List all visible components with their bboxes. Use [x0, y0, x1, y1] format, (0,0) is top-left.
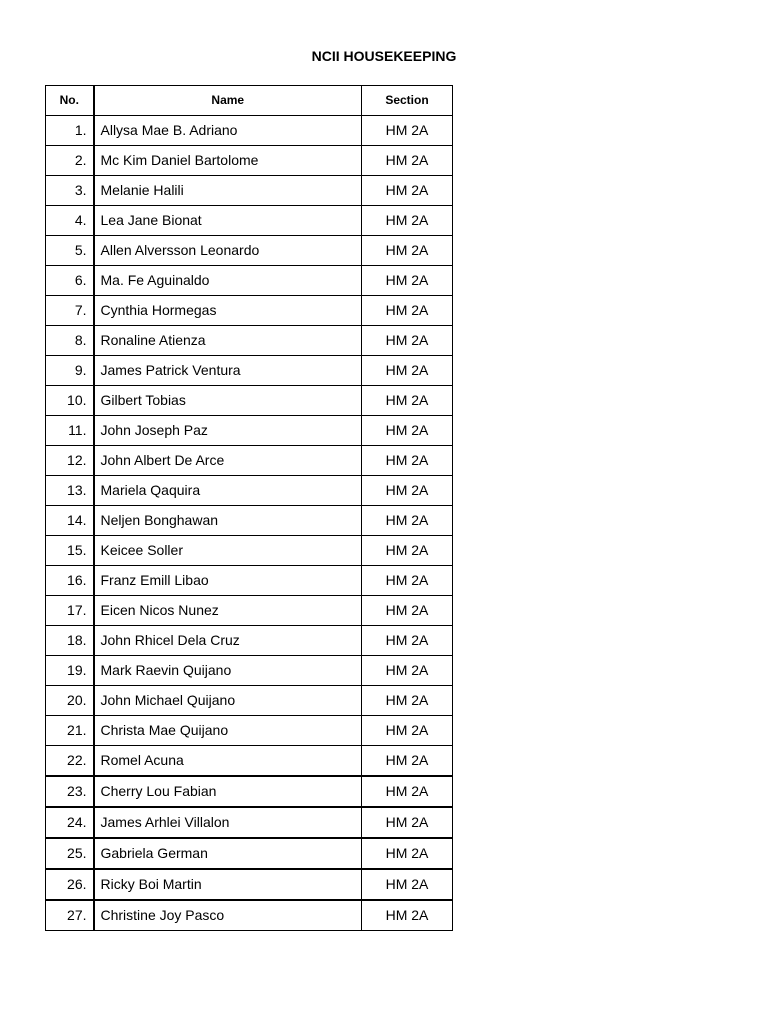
row-number: 14. [46, 506, 94, 536]
row-number: 5. [46, 236, 94, 266]
section-value: HM 2A [362, 566, 453, 596]
student-name: James Patrick Ventura [94, 356, 362, 386]
section-value: HM 2A [362, 506, 453, 536]
table-row [46, 236, 453, 266]
section-value: HM 2A [362, 176, 453, 206]
row-number: 26. [46, 869, 94, 900]
row-number: 16. [46, 566, 94, 596]
student-name: Cynthia Hormegas [94, 296, 362, 326]
row-number: 17. [46, 596, 94, 626]
student-name: Mariela Qaquira [94, 476, 362, 506]
student-name: John Michael Quijano [94, 686, 362, 716]
row-number: 24. [46, 807, 94, 838]
table-row [46, 206, 453, 236]
section-value: HM 2A [362, 716, 453, 746]
student-roster-table [45, 85, 453, 931]
section-value: HM 2A [362, 900, 453, 931]
section-value: HM 2A [362, 838, 453, 869]
row-number: 21. [46, 716, 94, 746]
section-value: HM 2A [362, 746, 453, 777]
section-value: HM 2A [362, 296, 453, 326]
student-name: Ricky Boi Martin [94, 869, 362, 900]
section-value: HM 2A [362, 386, 453, 416]
student-name: Christine Joy Pasco [94, 900, 362, 931]
student-name: Mark Raevin Quijano [94, 656, 362, 686]
row-number: 1. [46, 116, 94, 146]
row-number: 3. [46, 176, 94, 206]
row-number: 4. [46, 206, 94, 236]
student-name: Neljen Bonghawan [94, 506, 362, 536]
table-row [46, 900, 453, 931]
document-title: NCII HOUSEKEEPING [311, 48, 457, 64]
section-value: HM 2A [362, 326, 453, 356]
column-header-name: Name [94, 86, 362, 116]
row-number: 10. [46, 386, 94, 416]
section-value: HM 2A [362, 596, 453, 626]
student-name: Romel Acuna [94, 746, 362, 777]
student-name: Melanie Halili [94, 176, 362, 206]
row-number: 2. [46, 146, 94, 176]
student-name: Eicen Nicos Nunez [94, 596, 362, 626]
table-row [46, 656, 453, 686]
section-value: HM 2A [362, 206, 453, 236]
table-row [46, 686, 453, 716]
student-name: Ma. Fe Aguinaldo [94, 266, 362, 296]
row-number: 8. [46, 326, 94, 356]
row-number: 22. [46, 746, 94, 777]
table-row [46, 476, 453, 506]
column-header-no: No. [46, 86, 94, 116]
student-name: Gilbert Tobias [94, 386, 362, 416]
student-name: Mc Kim Daniel Bartolome [94, 146, 362, 176]
student-name: Franz Emill Libao [94, 566, 362, 596]
table-header [46, 86, 453, 116]
row-number: 7. [46, 296, 94, 326]
table-row [46, 869, 453, 900]
table-row [46, 807, 453, 838]
row-number: 20. [46, 686, 94, 716]
student-name: Allysa Mae B. Adriano [94, 116, 362, 146]
section-value: HM 2A [362, 626, 453, 656]
row-number: 12. [46, 446, 94, 476]
row-number: 19. [46, 656, 94, 686]
row-number: 18. [46, 626, 94, 656]
student-name: Allen Alversson Leonardo [94, 236, 362, 266]
table-row [46, 626, 453, 656]
table-body [46, 116, 453, 931]
row-number: 13. [46, 476, 94, 506]
student-name: Keicee Soller [94, 536, 362, 566]
row-number: 23. [46, 776, 94, 807]
table-row [46, 386, 453, 416]
student-name: Cherry Lou Fabian [94, 776, 362, 807]
student-name: Christa Mae Quijano [94, 716, 362, 746]
student-name: Ronaline Atienza [94, 326, 362, 356]
section-value: HM 2A [362, 476, 453, 506]
section-value: HM 2A [362, 236, 453, 266]
table-row [46, 838, 453, 869]
table-row [46, 506, 453, 536]
section-value: HM 2A [362, 116, 453, 146]
section-value: HM 2A [362, 869, 453, 900]
section-value: HM 2A [362, 776, 453, 807]
row-number: 27. [46, 900, 94, 931]
table-row [46, 776, 453, 807]
table-row [46, 446, 453, 476]
section-value: HM 2A [362, 536, 453, 566]
section-value: HM 2A [362, 146, 453, 176]
header-row [46, 86, 453, 116]
section-value: HM 2A [362, 686, 453, 716]
table-row [46, 116, 453, 146]
table-row [46, 146, 453, 176]
row-number: 25. [46, 838, 94, 869]
table-row [46, 536, 453, 566]
table-row [46, 416, 453, 446]
section-value: HM 2A [362, 656, 453, 686]
table-row [46, 566, 453, 596]
table-row [46, 176, 453, 206]
section-value: HM 2A [362, 416, 453, 446]
table-row [46, 356, 453, 386]
row-number: 15. [46, 536, 94, 566]
row-number: 9. [46, 356, 94, 386]
student-name: Lea Jane Bionat [94, 206, 362, 236]
table-row [46, 596, 453, 626]
table-row [46, 716, 453, 746]
student-name: John Rhicel Dela Cruz [94, 626, 362, 656]
row-number: 6. [46, 266, 94, 296]
row-number: 11. [46, 416, 94, 446]
section-value: HM 2A [362, 807, 453, 838]
student-name: John Albert De Arce [94, 446, 362, 476]
student-name: James Arhlei Villalon [94, 807, 362, 838]
student-name: John Joseph Paz [94, 416, 362, 446]
column-header-section: Section [362, 86, 453, 116]
section-value: HM 2A [362, 266, 453, 296]
table-row [46, 746, 453, 777]
table-row [46, 266, 453, 296]
table-row [46, 296, 453, 326]
section-value: HM 2A [362, 356, 453, 386]
section-value: HM 2A [362, 446, 453, 476]
table-row [46, 326, 453, 356]
student-name: Gabriela German [94, 838, 362, 869]
